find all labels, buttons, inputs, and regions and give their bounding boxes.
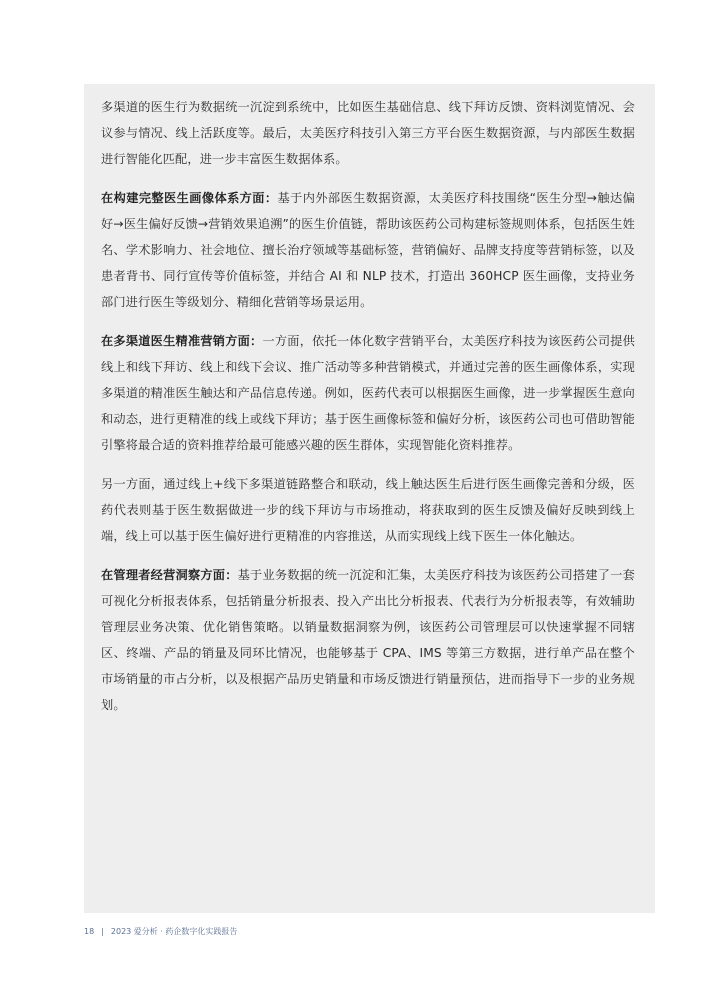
- paragraph-data-sources: [101, 94, 635, 172]
- paragraph-management-insight: [101, 562, 635, 718]
- paragraph-omnichannel: [101, 471, 635, 549]
- paragraph-text: 另一方面，通过线上+线下多渠道链路整合和联动，线上触达医生后进行医生画像完善和分级，医药代表则基于医生数据做进一步的线下拜访与市场推动，将获取到的医生反馈及偏好反映到线上端，线上可以基于医生偏好进行更精准的内容推送，从而实现线上线下医生一体化触达。: [101, 477, 635, 543]
- paragraph-text: 一方面，依托一体化数字营销平台，太美医疗科技为该医药公司提供线上和线下拜访、线上和线下会议、推广活动等多种营销模式，并通过完善的医生画像体系，实现多渠道的精准医生触达和产品信息传递。例如，医药代表可以根据医生画像，进一步掌握医生意向和动态，进行更精准的线上或线下拜访；基于医生画像标签和偏好分析，该医药公司也可借助智能引擎将最合适的资料推荐给最可能感兴趣的医生群体，实现智能化资料推荐。: [101, 334, 635, 452]
- paragraph-lead: 在构建完整医生画像体系方面：: [101, 191, 278, 205]
- paragraph-text: 多渠道的医生行为数据统一沉淀到系统中，比如医生基础信息、线下拜访反馈、资料浏览情况、会议参与情况、线上活跃度等。最后，太美医疗科技引入第三方平台医生数据资源，与内部医生数据进行智能化匹配，进一步丰富医生数据体系。: [101, 100, 635, 166]
- paragraph-lead: 在多渠道医生精准营销方面：: [101, 334, 263, 348]
- page-footer: [84, 926, 237, 937]
- paragraph-precision-marketing: [101, 328, 635, 458]
- paragraph-lead: 在管理者经营洞察方面：: [101, 568, 238, 582]
- footer-separator: |: [101, 927, 104, 936]
- paragraph-text: 基于内外部医生数据资源，太美医疗科技围绕“医生分型→触达偏好→医生偏好反馈→营销效果追溯”的医生价值链，帮助该医药公司构建标签规则体系，包括医生姓名、学术影响力、社会地位、擅长治疗领域等基础标签，营销偏好、品牌支持度等营销标签，以及患者背书、同行宣传等价值标签，并结合 AI 和 NLP 技术，打造出 360HCP 医生画像，支持业务部门进行医生等级划分、精细化营销等场景运用。: [101, 191, 635, 309]
- page-number: 18: [84, 927, 95, 936]
- content-box: [84, 84, 655, 913]
- paragraph-doctor-profile: [101, 185, 635, 315]
- report-title: 2023 爱分析 · 药企数字化实践报告: [110, 927, 238, 936]
- paragraph-text: 基于业务数据的统一沉淀和汇集，太美医疗科技为该医药公司搭建了一套可视化分析报表体系，包括销量分析报表、投入产出比分析报表、代表行为分析报表等，有效辅助管理层业务决策、优化销售策略。以销量数据洞察为例，该医药公司管理层可以快速掌握不同辖区、终端、产品的销量及同环比情况，也能够基于 CPA、IMS 等第三方数据，进行单产品在整个市场销量的市占分析，以及根据产品历史销量和市场反馈进行销量预估，进而指导下一步的业务规划。: [101, 568, 635, 712]
